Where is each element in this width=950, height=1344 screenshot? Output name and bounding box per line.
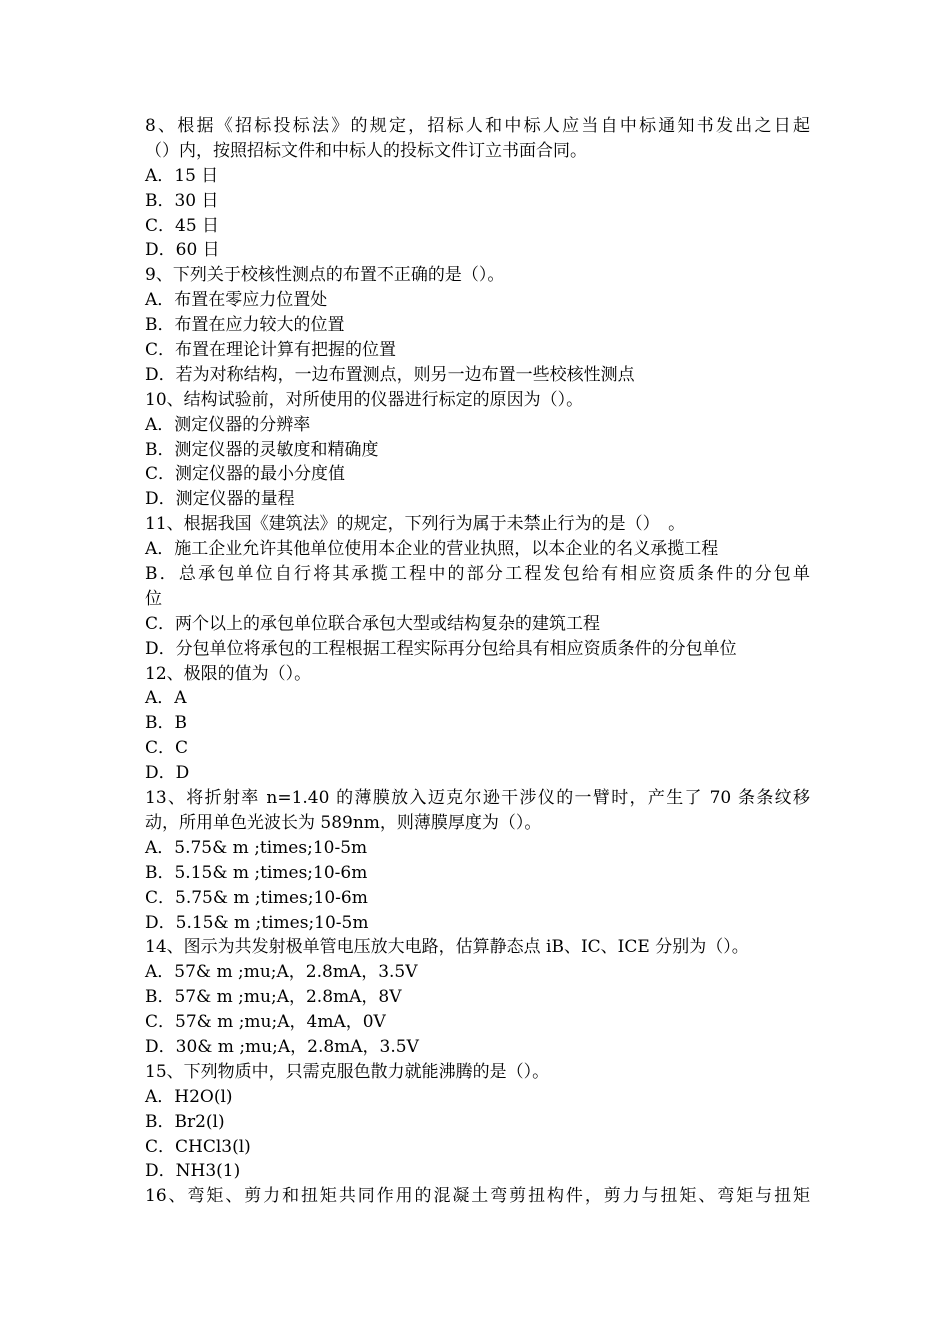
q9-stem: 9、下列关于校核性测点的布置不正确的是（）。	[145, 265, 505, 286]
q14-stem: 14、图示为共发射极单管电压放大电路，估算静态点 iB、IC、ICE 分别为（）。	[145, 937, 749, 958]
q9-option-a: A．布置在零应力位置处	[145, 290, 328, 311]
q13-option-a: A．5.75& m ;times;10-5m	[145, 837, 368, 858]
q11-option-b-line-1: B．总承包单位自行将其承揽工程中的部分工程发包给有相应资质条件的分包单	[145, 564, 810, 585]
q12-option-b: B．B	[145, 713, 187, 734]
q10-stem: 10、结构试验前，对所使用的仪器进行标定的原因为（）。	[145, 389, 584, 410]
q8-option-b: B．30 日	[145, 190, 219, 211]
q14-option-d: D．30& m ;mu;A，2.8mA，3.5V	[145, 1036, 419, 1057]
q13-stem-line-1: 13、将折射率 n=1.40 的薄膜放入迈克尔逊干涉仪的一臂时，产生了 70 条条纹移	[145, 788, 810, 809]
q14-option-b: B．57& m ;mu;A，2.8mA，8V	[145, 987, 402, 1008]
q14-option-a: A．57& m ;mu;A，2.8mA，3.5V	[145, 962, 418, 983]
q8-option-a: A．15 日	[145, 165, 219, 186]
q11-option-b-line-2: 位	[145, 588, 162, 609]
q15-stem: 15、下列物质中，只需克服色散力就能沸腾的是（）。	[145, 1061, 550, 1082]
q15-option-a: A．H2O(l)	[145, 1086, 233, 1107]
q11-stem: 11、根据我国《建筑法》的规定，下列行为属于未禁止行为的是（） 。	[145, 514, 686, 535]
q8-stem-line-1: 8、根据《招标投标法》的规定，招标人和中标人应当自中标通知书发出之日起	[145, 116, 810, 136]
q13-option-b: B．5.15& m ;times;10-6m	[145, 862, 368, 883]
question-text-block	[145, 114, 810, 1209]
q8-stem-line-2: （）内，按照招标文件和中标人的投标文件订立书面合同。	[145, 140, 587, 161]
q10-option-d: D．测定仪器的量程	[145, 489, 295, 510]
q9-option-c: C．布置在理论计算有把握的位置	[145, 340, 397, 361]
q12-option-c: C．C	[145, 738, 189, 759]
q12-option-a: A．A	[145, 688, 187, 709]
q9-option-d: D．若为对称结构，一边布置测点，则另一边布置一些校核性测点	[145, 364, 635, 385]
q13-option-c: C．5.75& m ;times;10-6m	[145, 887, 368, 908]
q11-option-a: A．施工企业允许其他单位使用本企业的营业执照，以本企业的名义承揽工程	[145, 539, 719, 560]
q15-option-c: C．CHCl3(l)	[145, 1136, 251, 1157]
q13-option-d: D．5.15& m ;times;10-5m	[145, 912, 369, 933]
q14-option-c: C．57& m ;mu;A，4mA，0V	[145, 1012, 386, 1033]
q13-stem-line-2: 动，所用单色光波长为 589nm，则薄膜厚度为（）。	[145, 812, 542, 833]
q11-option-c: C．两个以上的承包单位联合承包大型或结构复杂的建筑工程	[145, 613, 601, 634]
q15-option-b: B．Br2(l)	[145, 1111, 225, 1132]
q10-option-a: A．测定仪器的分辨率	[145, 414, 311, 435]
q9-option-b: B．布置在应力较大的位置	[145, 315, 345, 336]
q8-option-d: D．60 日	[145, 240, 220, 261]
q16-stem-line-1: 16、弯矩、剪力和扭矩共同作用的混凝土弯剪扭构件，剪力与扭矩、弯矩与扭矩	[145, 1186, 810, 1207]
q8-option-c: C．45 日	[145, 215, 220, 236]
q12-option-d: D．D	[145, 763, 190, 784]
q11-option-d: D．分包单位将承包的工程根据工程实际再分包给具有相应资质条件的分包单位	[145, 638, 737, 659]
q10-option-c: C．测定仪器的最小分度值	[145, 464, 346, 485]
q12-stem: 12、极限的值为（）。	[145, 663, 312, 684]
q10-option-b: B．测定仪器的灵敏度和精确度	[145, 439, 379, 460]
q15-option-d: D．NH3(1)	[145, 1161, 241, 1182]
